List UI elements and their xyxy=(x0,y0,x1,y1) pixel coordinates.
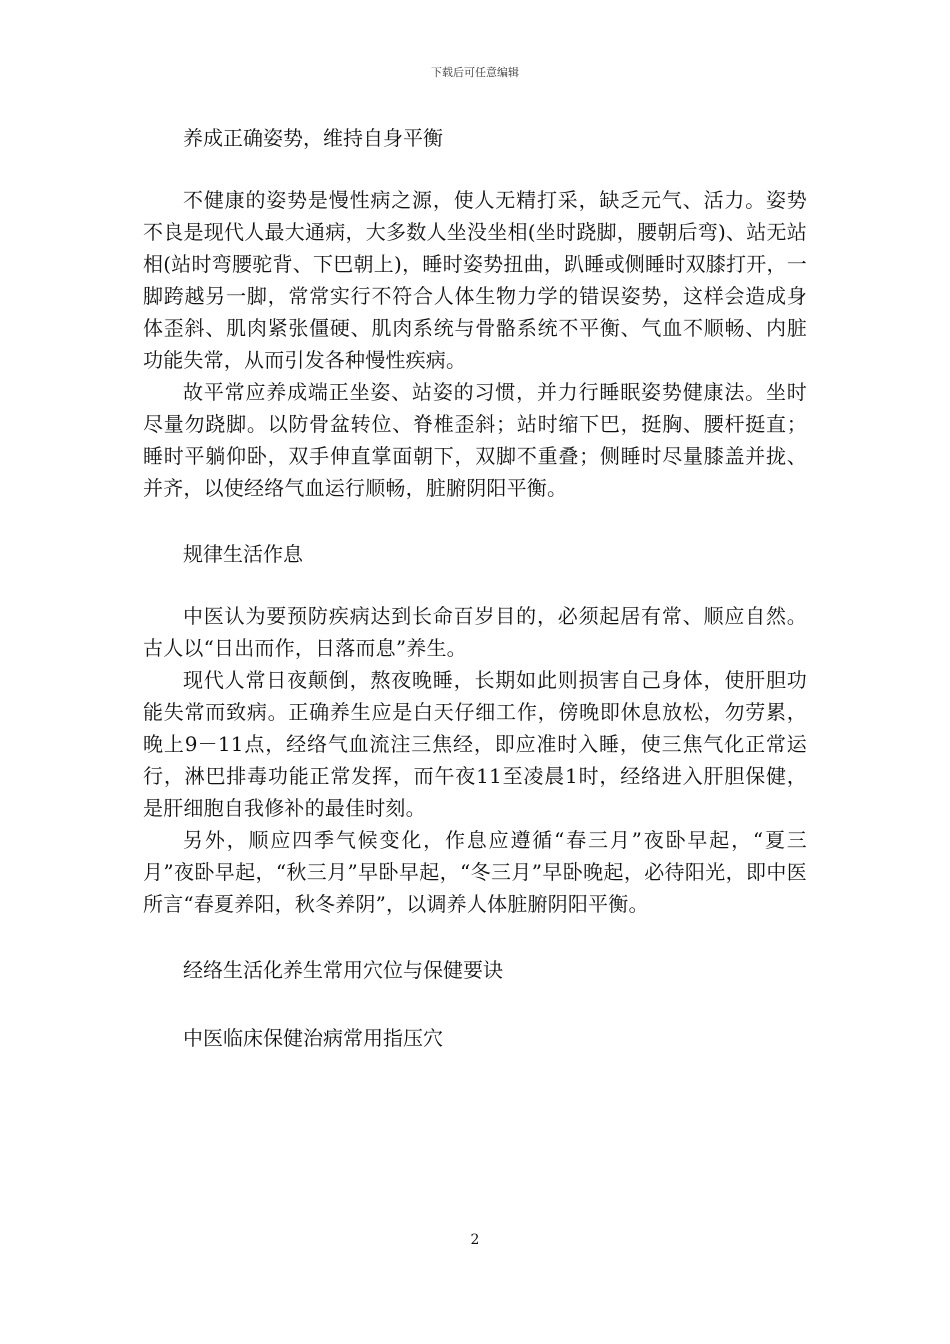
page-header: 下载后可任意编辑 xyxy=(431,66,519,79)
page-number: 2 xyxy=(470,1232,480,1248)
section-heading: 经络生活化养生常用穴位与保健要诀 xyxy=(183,958,503,982)
paragraph: 不健康的姿势是慢性病之源，使人无精打采，缺乏元气、活力。姿势不良是现代人最大通病，大多数人坐没坐相(坐时跷脚，腰朝后弯)、站无站相(站时弯腰驼背、下巴朝上)，睡时姿势扭曲，趴睡或侧睡时双膝打开，一脚跨越另一脚，常常实行不符合人体生物力学的错误姿势，这样会造成身体歪斜、肌肉紧张僵硬、肌肉系统与骨骼系统不平衡、气血不顺畅、内脏功能失常，从而引发各种慢性疾病。 xyxy=(143,188,807,372)
section-posture xyxy=(143,120,807,504)
section-acupoints xyxy=(143,952,807,988)
section-heading: 中医临床保健治病常用指压穴 xyxy=(183,1026,443,1050)
paragraph: 现代人常日夜颠倒，熬夜晚睡，长期如此则损害自己身体，使肝胆功能失常而致病。正确养生应是白天仔细工作，傍晚即休息放松，勿劳累，晚上9－11点，经络气血流注三焦经，即应准时入睡，使三焦气化正常运行，淋巴排毒功能正常发挥，而午夜11至凌晨1时，经络进入肝胆保健，是肝细胞自我修补的最佳时刻。 xyxy=(143,668,807,820)
paragraph: 另外，顺应四季气候变化，作息应遵循“春三月”夜卧早起，“夏三月”夜卧早起，“秋三月”早卧早起，“冬三月”早卧晚起，必待阳光，即中医所言“春夏养阳，秋冬养阴”，以调养人体脏腑阴阳平衡。 xyxy=(143,828,807,916)
section-heading: 养成正确姿势，维持自身平衡 xyxy=(183,126,443,150)
section-heading: 规律生活作息 xyxy=(183,542,303,566)
section-routine xyxy=(143,536,807,920)
paragraph: 中医认为要预防疾病达到长命百岁目的，必须起居有常、顺应自然。古人以“日出而作，日落而息”养生。 xyxy=(143,604,807,660)
section-acupressure xyxy=(143,1020,807,1056)
paragraph: 故平常应养成端正坐姿、站姿的习惯，并力行睡眠姿势健康法。坐时尽量勿跷脚。以防骨盆转位、脊椎歪斜；站时缩下巴，挺胸、腰杆挺直；睡时平躺仰卧，双手伸直掌面朝下，双脚不重叠；侧睡时尽量膝盖并拢、并齐，以使经络气血运行顺畅，脏腑阴阳平衡。 xyxy=(143,380,807,500)
document-body xyxy=(143,120,807,1056)
